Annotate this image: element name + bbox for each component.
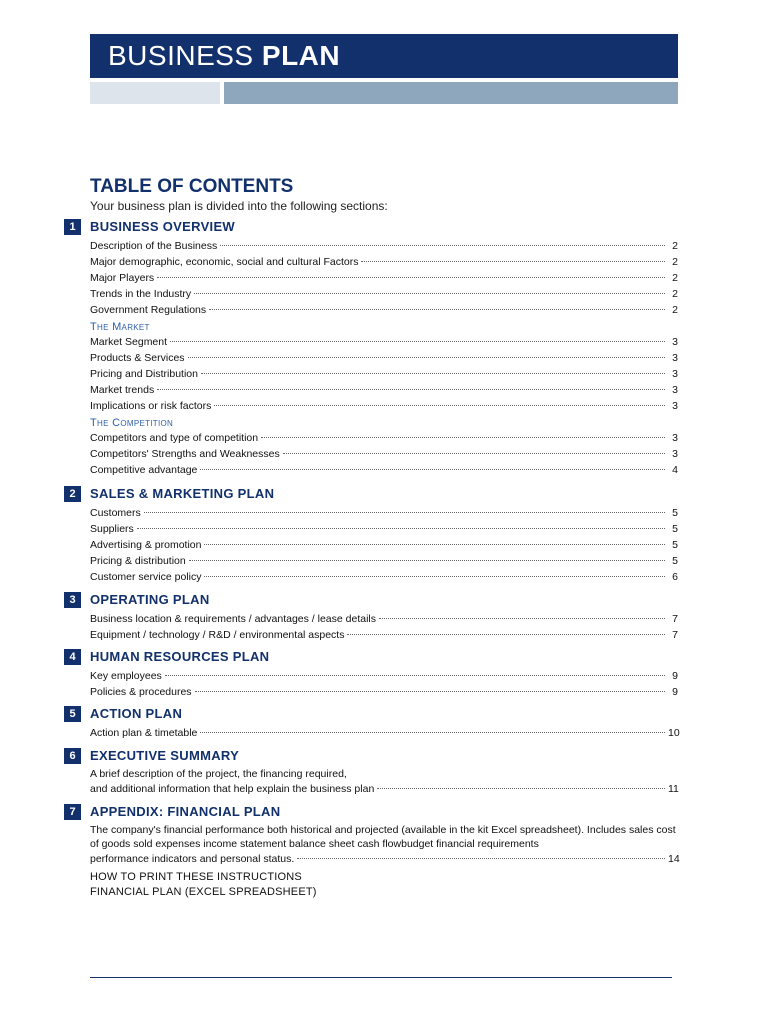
entry-label: Customer service policy [90,571,202,583]
dot-leader [377,788,665,789]
section-heading [69,803,678,823]
section-description: The company's financial performance both historical and projected (available in the kit Excel spreadsheet). Includes sales cost of goods sold expenses income statement balance sheet cash flowbudget financial requirements [90,824,676,850]
dot-leader [144,512,665,513]
section-title: OPERATING PLAN [90,592,210,607]
section-number-badge: 7 [64,804,81,820]
entry-page-number: 5 [672,507,678,519]
toc-entry [90,350,678,366]
dot-leader [214,405,665,406]
footer-rule [90,977,672,978]
dot-leader [261,437,665,438]
section-number-badge: 5 [64,706,81,722]
section-title: APPENDIX: FINANCIAL PLAN [90,804,281,819]
dot-leader [361,261,665,262]
dot-leader [157,389,665,390]
section-number-badge: 2 [64,486,81,502]
entry-page-number: 3 [672,352,678,364]
entry-page-number: 3 [672,336,678,348]
entry-page-number: 3 [672,448,678,460]
entry-label: Government Regulations [90,304,207,316]
entry-page-number: 2 [672,304,678,316]
dot-leader [170,341,665,342]
entry-label: Advertising & promotion [90,539,202,551]
section-number-badge: 4 [64,649,81,665]
entry-page-number: 2 [672,288,678,300]
toc-section [69,218,678,478]
entry-label: Implications or risk factors [90,400,212,412]
toc-section [69,591,678,643]
toc-entry [90,553,678,569]
section-title: ACTION PLAN [90,706,183,721]
toc-section [69,705,680,741]
section-number-badge: 1 [64,219,81,235]
dot-leader [137,528,665,529]
entry-page-number: 2 [672,240,678,252]
dot-leader [283,453,665,454]
title-banner [90,34,678,78]
dot-leader [188,357,665,358]
entry-label: Market Segment [90,336,168,348]
entry-label: Trends in the Industry [90,288,192,300]
title-light: BUSINESS [108,40,262,71]
toc-entry [90,430,678,446]
toc-entry [90,505,678,521]
entry-label: Competitive advantage [90,464,198,476]
dot-leader [200,469,665,470]
entry-page-number: 14 [668,853,680,865]
dot-leader [195,691,665,692]
subsection-title: The Competition [90,417,174,429]
toc-entry [90,521,678,537]
entry-page-number: 5 [672,523,678,535]
entry-label: Action plan & timetable [90,727,198,739]
section-description: A brief description of the project, the financing required, [90,768,347,780]
toc-entry [90,286,678,302]
section-title: EXECUTIVE SUMMARY [90,748,240,763]
section-title: SALES & MARKETING PLAN [90,486,275,501]
toc-section [69,485,678,585]
section-heading [69,747,678,767]
dot-leader [157,277,665,278]
toc-entry [90,254,678,270]
entry-label: Products & Services [90,352,185,364]
entry-page-number: 2 [672,272,678,284]
entry-label: Policies & procedures [90,686,192,698]
toc-entry [90,270,678,286]
entry-page-number: 3 [672,400,678,412]
section-number-badge: 6 [64,748,81,764]
entry-label: Pricing & distribution [90,555,186,567]
dot-leader [201,373,665,374]
toc-entry [90,382,678,398]
section-title: BUSINESS OVERVIEW [90,219,236,234]
table-of-contents [69,176,680,900]
toc-entry [90,398,678,414]
entry-label: Business location & requirements / advantages / lease details [90,613,376,625]
toc-title: TABLE OF CONTENTS [90,176,294,197]
toc-entry [90,627,678,643]
section-number-badge: 3 [64,592,81,608]
toc-entry [90,725,678,741]
toc-section [69,803,680,900]
dot-leader [379,618,665,619]
extra-item: HOW TO PRINT THESE INSTRUCTIONS [90,871,302,883]
toc-entry [90,781,678,797]
toc-entry [90,366,678,382]
dot-leader [347,634,665,635]
toc-entry [90,684,678,700]
toc-section [69,648,678,700]
toc-entry [90,446,678,462]
entry-page-number: 11 [668,783,679,795]
entry-page-number: 3 [672,384,678,396]
dot-leader [165,675,665,676]
toc-entry [90,668,678,684]
entry-label: Competitors and type of competition [90,432,259,444]
entry-page-number: 9 [672,686,678,698]
subsection-title: The Market [90,321,150,333]
entry-label: Major Players [90,272,155,284]
entry-page-number: 7 [672,629,678,641]
toc-entry [90,238,678,254]
entry-page-number: 3 [672,432,678,444]
entry-label: Key employees [90,670,162,682]
dot-leader [194,293,665,294]
entry-label: Equipment / technology / R&D / environmental aspects [90,629,345,641]
toc-entry [90,537,678,553]
entry-page-number: 10 [668,727,680,739]
toc-sections [69,218,680,900]
section-heading [69,485,678,505]
toc-section [69,747,679,797]
section-heading [69,648,678,668]
document-title [108,38,340,74]
entry-label: Major demographic, economic, social and cultural Factors [90,256,359,268]
toc-entry [90,851,678,867]
entry-page-number: 5 [672,555,678,567]
entry-label: performance indicators and personal status. [90,853,295,865]
entry-page-number: 7 [672,613,678,625]
entry-page-number: 5 [672,539,678,551]
dot-leader [189,560,665,561]
entry-label: Description of the Business [90,240,218,252]
toc-entry [90,334,678,350]
entry-label: Suppliers [90,523,134,535]
entry-label: Customers [90,507,141,519]
entry-label: Competitors' Strengths and Weaknesses [90,448,280,460]
extra-item: FINANCIAL PLAN (EXCEL SPREADSHEET) [90,886,317,898]
decorative-strip-right [224,82,678,104]
section-heading [69,218,678,238]
toc-subtitle: Your business plan is divided into the following sections: [90,199,388,213]
entry-page-number: 3 [672,368,678,380]
dot-leader [204,576,665,577]
entry-page-number: 4 [672,464,678,476]
dot-leader [200,732,665,733]
extra-items [90,870,678,900]
decorative-strip-left [90,82,220,104]
section-heading [69,591,678,611]
title-bold: PLAN [261,40,341,71]
section-title: HUMAN RESOURCES PLAN [90,649,270,664]
entry-page-number: 9 [672,670,678,682]
entry-label: Pricing and Distribution [90,368,198,380]
toc-entry [90,302,678,318]
entry-label: Market trends [90,384,155,396]
toc-entry [90,611,678,627]
entry-label: and additional information that help explain the business plan [90,783,375,795]
toc-entry [90,569,678,585]
dot-leader [209,309,665,310]
toc-entry [90,462,678,478]
entry-page-number: 2 [672,256,678,268]
section-heading [69,705,678,725]
dot-leader [204,544,665,545]
dot-leader [297,858,665,859]
entry-page-number: 6 [672,571,678,583]
dot-leader [220,245,665,246]
